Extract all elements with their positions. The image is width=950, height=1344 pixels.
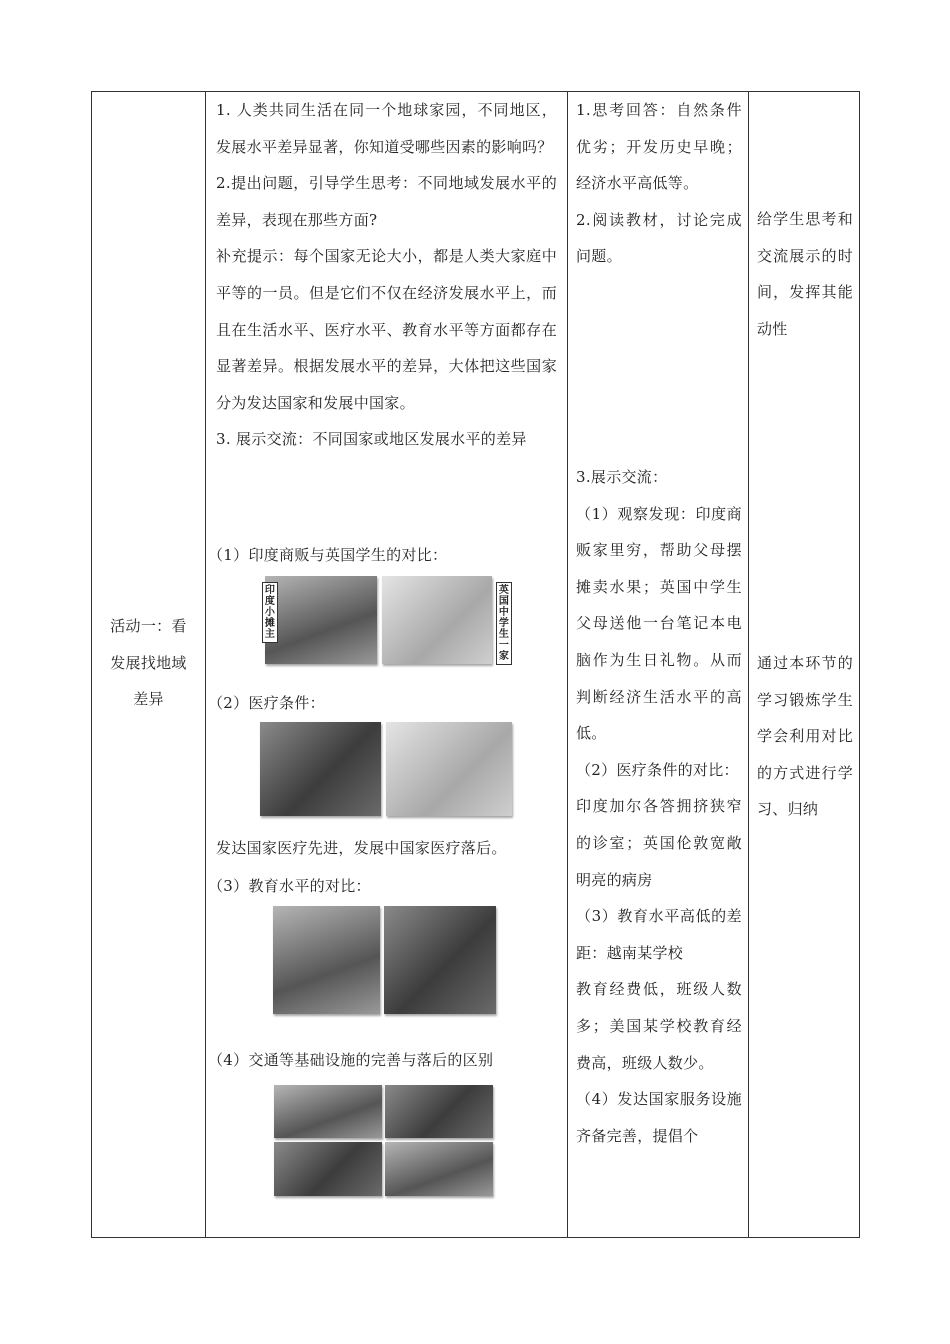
student-education-detail: 教育经费低，班级人数多；美国某学校教育经费高，班级人数少。 bbox=[576, 980, 742, 1072]
uk-family-photo bbox=[382, 576, 492, 664]
intent-comparison: 通过本环节的学习锻炼学生学会利用对比的方式进行学习、归纳 bbox=[757, 654, 853, 819]
student-education-gap: （3）教育水平高低的差距：越南某学校 bbox=[576, 907, 742, 962]
student-observation: （1）观察发现：印度商贩家里穷，帮助父母摆摊卖水果；英国中学生父母送他一台笔记本电脑作为生日礼物。从而判断经济生活水平的高低。 bbox=[576, 504, 742, 743]
india-vendor-label: 印度小摊主 bbox=[262, 582, 278, 643]
student-medical-compare: （2）医疗条件的对比： bbox=[576, 760, 739, 779]
activity-cell bbox=[92, 608, 205, 718]
crowded-bus-photo bbox=[385, 1085, 493, 1138]
lesson-plan-table bbox=[91, 91, 860, 1238]
student-answer-1: 1.思考回答：自然条件 优劣；开发历史早晚；经济水平高低等。 bbox=[576, 101, 742, 193]
compare-vendor-student: （1）印度商贩与英国学生的对比： bbox=[208, 546, 448, 564]
uk-family-label: 英国中学生一家 bbox=[496, 582, 512, 665]
vietnam-classroom-photo bbox=[273, 906, 380, 1014]
activity-label: 活动一：看发展找地域差异 bbox=[110, 617, 187, 709]
teacher-question-1: 1. 人类共同生活在同一个地球家园，不同地区，发展水平差异显著，你知道受哪些因素的影响吗？ bbox=[216, 101, 557, 156]
london-ward-photo bbox=[386, 722, 512, 816]
india-vendor-photo bbox=[265, 576, 377, 664]
infrastructure-heading: （4）交通等基础设施的完善与落后的区别 bbox=[208, 1051, 494, 1069]
teacher-hint: 补充提示：每个国家无论大小，都是人类大家庭中平等的一员。但是它们不仅在经济发展水平上，而且在生活水平、医疗水平、教育水平等方面都存在显著差异。根据发展水平的差异，大体把这些国家分为发达国家和发展中国家。 bbox=[216, 247, 557, 412]
modern-building-photo bbox=[274, 1142, 382, 1196]
student-share-heading: 3.展示交流： bbox=[576, 468, 668, 486]
student-infrastructure: （4）发达国家服务设施齐备完善，提倡个 bbox=[576, 1090, 742, 1145]
medical-heading: （2）医疗条件： bbox=[208, 694, 325, 712]
education-heading: （3）教育水平的对比： bbox=[208, 877, 371, 895]
intent-thinking: 给学生思考和交流展示的时间，发挥其能动性 bbox=[757, 210, 853, 338]
slum-coast-photo bbox=[385, 1142, 493, 1196]
student-answer-2: 2.阅读教材，讨论完成问题。 bbox=[576, 210, 742, 266]
us-classroom-photo bbox=[384, 906, 496, 1014]
teacher-share-heading: 3. 展示交流：不同国家或地区发展水平的差异 bbox=[216, 430, 527, 449]
india-clinic-photo bbox=[260, 722, 381, 816]
teacher-question-2: 2.提出问题，引导学生思考：不同地域发展水平的差异，表现在那些方面? bbox=[216, 174, 557, 229]
student-medical-detail: 印度加尔各答拥挤狭窄的诊室；英国伦敦宽敞明亮的病房 bbox=[576, 797, 742, 889]
medical-note: 发达国家医疗先进，发展中国家医疗落后。 bbox=[216, 839, 507, 857]
city-street-photo bbox=[274, 1085, 382, 1138]
